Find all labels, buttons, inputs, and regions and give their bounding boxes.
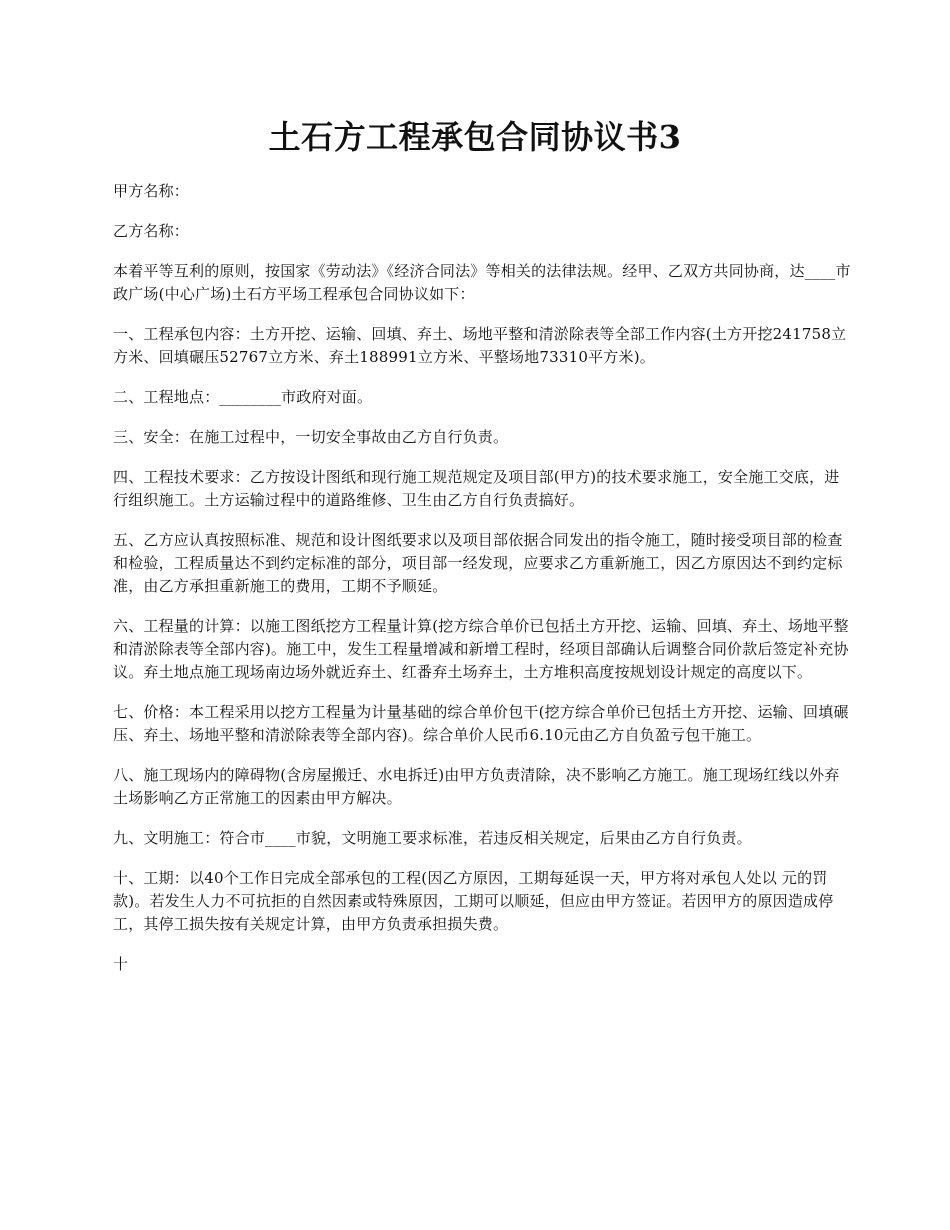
document-body bbox=[113, 180, 853, 993]
clause-4-paragraph: 四、工程技术要求：乙方按设计图纸和现行施工规范规定及项目部(甲方)的技术要求施工，安全施工交底，进行组织施工。土方运输过程中的道路维修、卫生由乙方自行负责搞好。 bbox=[113, 468, 840, 509]
clause-3-paragraph: 三、安全：在施工过程中，一切安全事故由乙方自行负责。 bbox=[113, 428, 509, 446]
clause-10-paragraph: 十、工期：以40个工作日完成全部承包的工程(因乙方原因，工期每延误一天，甲方将对承包人处以 元的罚款)。若发生人力不可抗拒的自然因素或特殊原因，工期可以顺延，但应由甲方签证。若因甲方的原因造成停工，其停工损失按有关规定计算，由甲方负责承担损失费。 bbox=[113, 869, 834, 933]
clause-8-paragraph: 八、施工现场内的障碍物(含房屋搬迁、水电拆迁)由甲方负责清除，决不影响乙方施工。施工现场红线以外弃土场影响乙方正常施工的因素由甲方解决。 bbox=[113, 766, 840, 807]
clause-9-paragraph: 九、文明施工：符合市____市貌，文明施工要求标准，若违反相关规定，后果由乙方自行负责。 bbox=[113, 829, 752, 847]
clause-2-paragraph: 二、工程地点：________市政府对面。 bbox=[113, 388, 373, 406]
clause-5-paragraph: 五、乙方应认真按照标准、规范和设计图纸要求以及项目部依据合同发出的指令施工，随时接受项目部的检查和检验，工程质量达不到约定标准的部分，项目部一经发现，应要求乙方重新施工，因乙方原因达不到约定标准，由乙方承担重新施工的费用，工期不予顺延。 bbox=[113, 531, 843, 595]
clause-6-paragraph: 六、工程量的计算：以施工图纸挖方工程量计算(挖方综合单价已包括土方开挖、运输、回填、弃土、场地平整和清淤除表等全部内容)。施工中，发生工程量增减和新增工程时，经项目部确认后调整合同价款后签定补充协议。弃土地点施工现场南边场外就近弃土、红番弃土场弃土，土方堆积高度按规划设计规定的高度以下。 bbox=[113, 617, 849, 681]
preamble-paragraph: 本着平等互利的原则，按国家《劳动法》《经济合同法》等相关的法律法规。经甲、乙双方共同协商，达____市政广场(中心广场)土石方平场工程承包合同协议如下： bbox=[113, 262, 851, 303]
clause-11-partial: 十 bbox=[113, 955, 129, 973]
clause-1-paragraph: 一、工程承包内容：土方开挖、运输、回填、弃土、场地平整和清淤除表等全部工作内容(土方开挖241758立方米、回填碾压52767立方米、弃土188991立方米、平整场地73310平方米)。 bbox=[113, 325, 847, 366]
document-title: 土石方工程承包合同协议书3 bbox=[268, 118, 682, 156]
clause-7-paragraph: 七、价格：本工程采用以挖方工程量为计量基础的综合单价包干(挖方综合单价已包括土方开挖、运输、回填碾压、弃土、场地平整和清淤除表等全部内容)。综合单价人民币6.10元由乙方自负盈亏包干施工。 bbox=[113, 703, 849, 744]
party-a-line: 甲方名称： bbox=[113, 182, 190, 200]
party-b-line: 乙方名称： bbox=[113, 222, 190, 240]
